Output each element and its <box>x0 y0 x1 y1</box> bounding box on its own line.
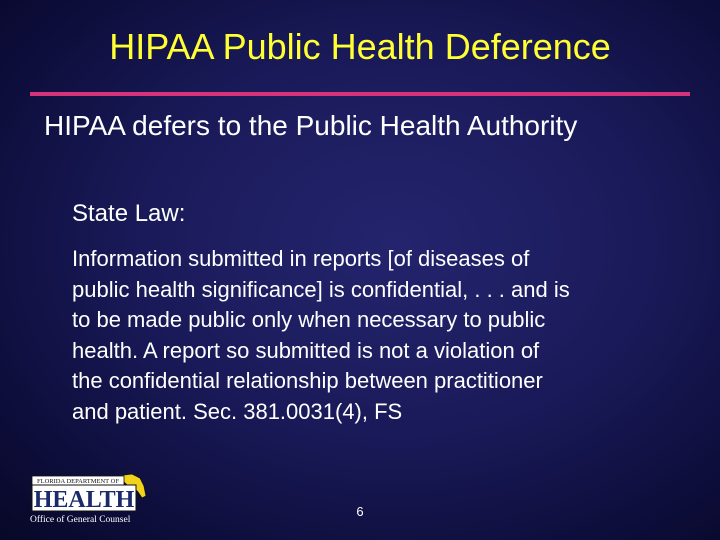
title-divider <box>30 92 690 96</box>
page-number: 6 <box>356 504 364 519</box>
section-subheading: State Law: <box>72 200 186 227</box>
body-line: public health significance] is confidential, . . . and is <box>72 276 570 302</box>
body-paragraph <box>72 244 712 427</box>
logo-main-text: HEALTH <box>33 487 135 513</box>
slide-heading: HIPAA defers to the Public Health Authority <box>44 110 578 141</box>
body-line: and patient. Sec. 381.0031(4), FS <box>72 398 403 424</box>
logo-top-text: FLORIDA DEPARTMENT OF <box>37 478 119 485</box>
body-line: to be made public only when necessary to public <box>72 307 546 332</box>
body-line: Information submitted in reports [of diseases of <box>72 246 530 271</box>
body-line: health. A report so submitted is not a violation of <box>72 337 540 363</box>
slide-title: HIPAA Public Health Deference <box>109 26 611 67</box>
logo-caption: Office of General Counsel <box>30 515 131 525</box>
body-line: the confidential relationship between practitioner <box>72 368 543 393</box>
